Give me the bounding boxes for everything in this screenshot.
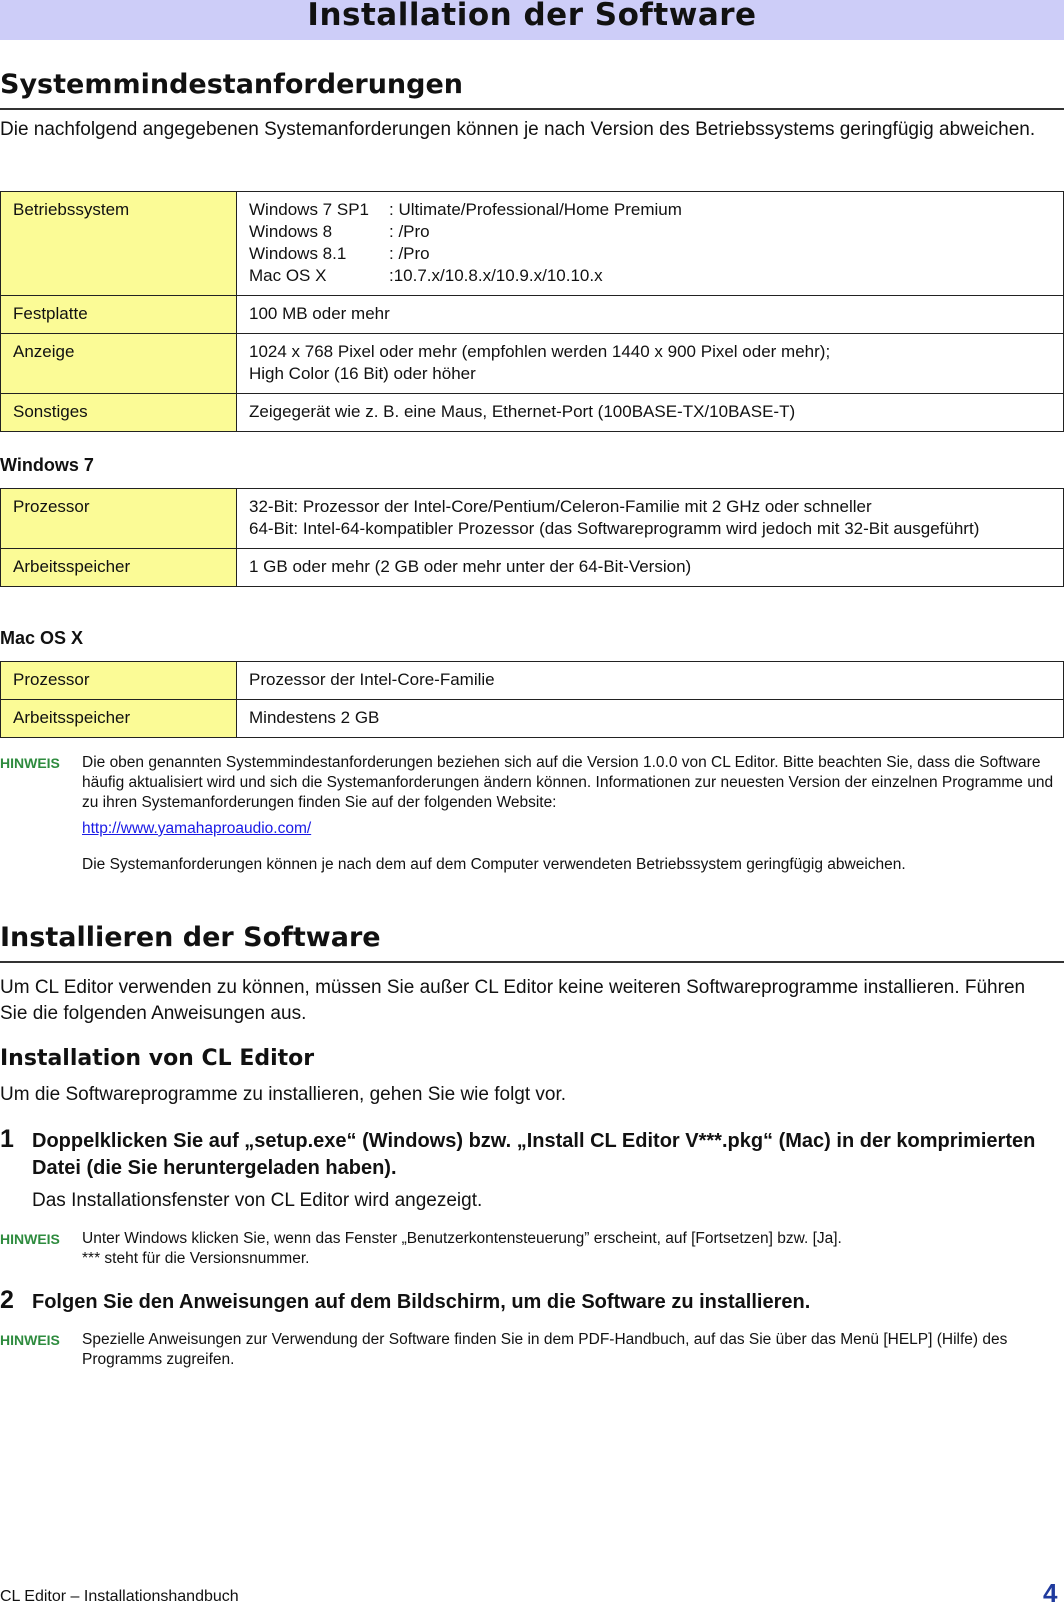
os-versions: : /Pro [389,222,430,241]
table-row [1,296,1064,334]
mac-req-table [0,661,1064,738]
page-title-banner [0,0,1064,40]
note-line: *** steht für die Versionsnummer. [82,1250,310,1267]
page-title: Installation der Software [307,0,757,33]
row-value: Mindestens 2 GB [237,700,1064,738]
note-tag: HINWEIS [0,755,60,771]
note-line: Unter Windows klicken Sie, wenn das Fenster „Benutzerkontensteuerung” erscheint, auf [Fortsetzen] bzw. [Ja]. [82,1230,842,1247]
win7-heading: Windows 7 [0,455,94,475]
install-sub-heading: Installation von CL Editor [0,1046,315,1071]
os-line [249,243,1052,265]
note-text: Die oben genannten Systemmindestanforderungen beziehen sich auf die Version 1.0.0 von CL Editor. Bitte beachten Sie, dass die Software häufig aktualisiert wird und sich die Systemanforderungen ändern können. Informationen zur neuesten Version der einzelnen Programme und zu ihren Systemanforderungen finden Sie auf der folgenden Website: [82,754,1054,811]
row-label: Arbeitsspeicher [1,549,237,587]
page-number: 4 [1043,1578,1058,1608]
step-number: 2 [0,1286,14,1314]
os-name: Windows 7 SP1 [249,200,369,219]
table-row [1,662,1064,700]
install-intro: Um CL Editor verwenden zu können, müssen Sie außer CL Editor keine weiteren Softwareprogramme installieren. Führen Sie die folgenden Anweisungen aus. [0,977,1026,1024]
row-label: Sonstiges [1,394,237,432]
row-value: Zeigegerät wie z. B. eine Maus, Ethernet-Port (100BASE-TX/10BASE-T) [237,394,1064,432]
row-label: Betriebssystem [1,192,237,296]
general-req-table [0,191,1064,432]
os-versions: :10.7.x/10.8.x/10.9.x/10.10.x [389,266,603,285]
step-1-note [0,1229,1060,1269]
install-heading: Installieren der Software [0,921,1064,963]
step-number: 1 [0,1125,14,1153]
row-value [237,489,1064,549]
step-2-note [0,1330,1060,1370]
website-link[interactable]: http://www.yamahaproaudio.com/ [82,820,312,837]
note-tag: HINWEIS [0,1332,60,1348]
os-line [249,199,1052,221]
note-text: Spezielle Anweisungen zur Verwendung der Software finden Sie in dem PDF-Handbuch, auf das Sie über das Menü [HELP] (Hilfe) des Programms zugreifen. [82,1331,1008,1368]
sys-req-note [0,753,1060,875]
table-row [1,394,1064,432]
row-label: Anzeige [1,334,237,394]
table-row [1,489,1064,549]
os-line [249,265,1052,287]
table-row [1,700,1064,738]
sys-req-intro: Die nachfolgend angegebenen Systemanforderungen können je nach Version des Betriebssystems geringfügig abweichen. [0,119,1036,140]
sys-req-heading: Systemmindestanforderungen [0,68,1064,110]
value-line: 32-Bit: Prozessor der Intel-Core/Pentium/Celeron-Familie mit 2 GHz oder schneller [249,497,872,516]
table-row [1,192,1064,296]
table-row [1,549,1064,587]
row-value [237,334,1064,394]
os-name: Windows 8 [249,222,333,241]
step-1-desc: Das Installationsfenster von CL Editor wird angezeigt. [32,1190,483,1211]
step-2 [0,1286,1050,1316]
os-name: Windows 8.1 [249,244,347,263]
row-label: Festplatte [1,296,237,334]
row-value: 100 MB oder mehr [237,296,1064,334]
os-name: Mac OS X [249,266,327,285]
row-value: Prozessor der Intel-Core-Familie [237,662,1064,700]
value-line: 64-Bit: Intel-64-kompatibler Prozessor (das Softwareprogramm wird jedoch mit 32-Bit ausgeführt) [249,519,980,538]
step-1 [0,1125,1050,1182]
step-text: Doppelklicken Sie auf „setup.exe“ (Windows) bzw. „Install CL Editor V***.pkg“ (Mac) in der komprimierten Datei (die Sie heruntergeladen haben). [32,1130,1036,1179]
note-text-2: Die Systemanforderungen können je nach dem auf dem Computer verwendeten Betriebssystem geringfügig abweichen. [82,856,906,873]
row-value: 1 GB oder mehr (2 GB oder mehr unter der 64-Bit-Version) [237,549,1064,587]
note-tag: HINWEIS [0,1231,60,1247]
win7-req-table [0,488,1064,587]
row-label: Prozessor [1,489,237,549]
os-versions: : /Pro [389,244,430,263]
step-text: Folgen Sie den Anweisungen auf dem Bildschirm, um die Software zu installieren. [32,1291,811,1313]
mac-heading: Mac OS X [0,628,84,648]
os-versions: : Ultimate/Professional/Home Premium [389,200,682,219]
row-label: Prozessor [1,662,237,700]
row-value [237,192,1064,296]
footer-title: CL Editor – Installationshandbuch [0,1588,239,1605]
table-row [1,334,1064,394]
os-line [249,221,1052,243]
install-sub-intro: Um die Softwareprogramme zu installieren, gehen Sie wie folgt vor. [0,1084,567,1105]
value-line: 1024 x 768 Pixel oder mehr (empfohlen werden 1440 x 900 Pixel oder mehr); [249,342,831,361]
row-label: Arbeitsspeicher [1,700,237,738]
value-line: High Color (16 Bit) oder höher [249,364,476,383]
